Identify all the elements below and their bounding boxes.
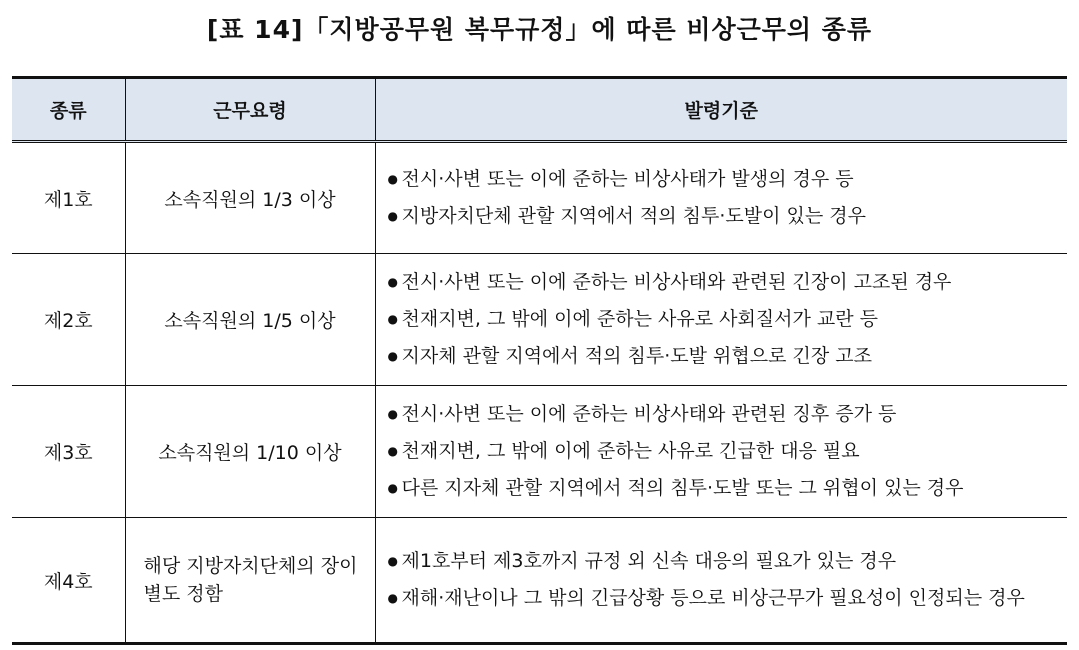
table-row — [12, 142, 1067, 254]
bullet-icon: ● — [387, 481, 398, 495]
table-title: [표 14]「지방공무원 복무규정」에 따른 비상근무의 종류 — [206, 15, 873, 44]
bullet-icon: ● — [387, 444, 398, 458]
header-grade: 종류 — [12, 78, 125, 142]
grade-cell: 제2호 — [12, 254, 125, 386]
requirement-cell: 소속직원의 1/5 이상 — [125, 254, 375, 386]
requirement-cell: 소속직원의 1/3 이상 — [125, 142, 375, 254]
criteria-item: ● 지방자치단체 관할 지역에서 적의 침투·도발이 있는 경우 — [388, 198, 1068, 235]
requirement-cell: 해당 지방자치단체의 장이 별도 정함 — [125, 518, 375, 644]
criteria-item: ● 지자체 관할 지역에서 적의 침투·도발 위협으로 긴장 고조 — [388, 338, 1068, 375]
criteria-item: ● 천재지변, 그 밖에 이에 준하는 사유로 긴급한 대응 필요 — [388, 433, 1068, 470]
bullet-icon: ● — [387, 349, 398, 363]
criteria-cell — [375, 386, 1067, 518]
bullet-icon: ● — [387, 312, 398, 326]
criteria-item: ● 제1호부터 제3호까지 규정 외 신속 대응의 필요가 있는 경우 — [388, 543, 1068, 580]
criteria-cell — [375, 254, 1067, 386]
criteria-cell — [375, 142, 1067, 254]
bullet-icon: ● — [387, 172, 398, 186]
emergency-duty-table — [12, 76, 1067, 645]
table-row — [12, 518, 1067, 644]
grade-cell: 제3호 — [12, 386, 125, 518]
grade-cell: 제4호 — [12, 518, 125, 644]
criteria-item: ● 재해·재난이나 그 밖의 긴급상황 등으로 비상근무가 필요성이 인정되는 경우 — [388, 580, 1068, 617]
bullet-icon: ● — [387, 407, 398, 421]
criteria-cell — [375, 518, 1067, 644]
header-requirement: 근무요령 — [125, 78, 375, 142]
criteria-item: ● 전시·사변 또는 이에 준하는 비상사태와 관련된 징후 증가 등 — [388, 396, 1068, 433]
criteria-item: ● 전시·사변 또는 이에 준하는 비상사태와 관련된 긴장이 고조된 경우 — [388, 264, 1068, 301]
grade-cell: 제1호 — [12, 142, 125, 254]
table-row — [12, 386, 1067, 518]
bullet-icon: ● — [387, 591, 398, 605]
criteria-item: ● 다른 지자체 관할 지역에서 적의 침투·도발 또는 그 위협이 있는 경우 — [388, 470, 1068, 507]
bullet-icon: ● — [387, 209, 398, 223]
criteria-item: ● 전시·사변 또는 이에 준하는 비상사태가 발생의 경우 등 — [388, 161, 1068, 198]
requirement-cell: 소속직원의 1/10 이상 — [125, 386, 375, 518]
criteria-item: ● 천재지변, 그 밖에 이에 준하는 사유로 사회질서가 교란 등 — [388, 301, 1068, 338]
bullet-icon: ● — [387, 275, 398, 289]
table-row — [12, 254, 1067, 386]
header-row — [12, 78, 1067, 142]
bullet-icon: ● — [387, 554, 398, 568]
header-criteria: 발령기준 — [375, 78, 1067, 142]
